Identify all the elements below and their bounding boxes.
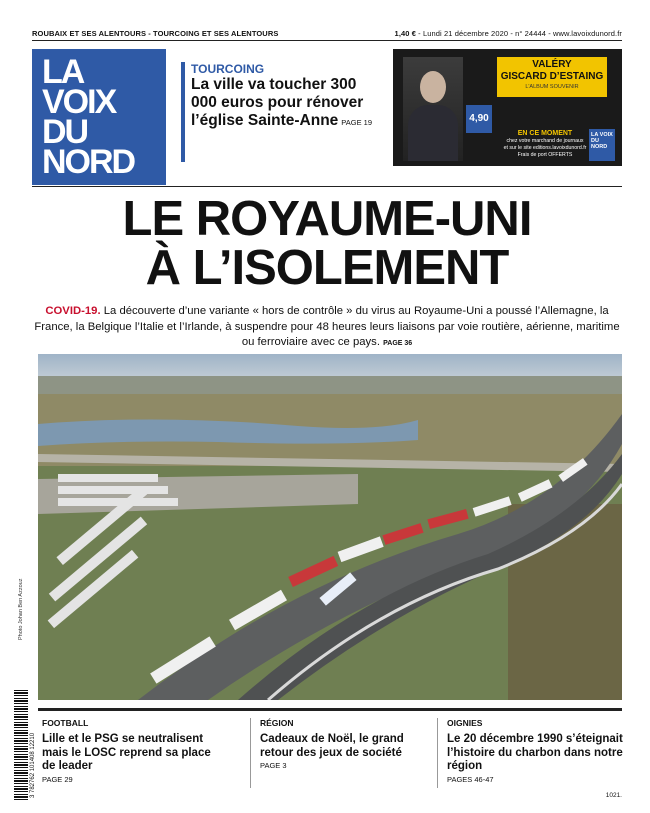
bottom-teaser-title: Le 20 décembre 1990 s’éteignait l’histoire du charbon dans notre région xyxy=(447,733,623,772)
main-photo xyxy=(38,354,622,700)
ad-availability xyxy=(497,129,593,159)
portrait-image xyxy=(403,57,463,161)
headline-line-1: LE ROYAUME-UNI xyxy=(122,192,532,246)
teaser-kicker: TOURCOING xyxy=(191,62,265,76)
issue-info xyxy=(395,29,622,38)
ad-price-tag: 4,90 xyxy=(466,105,492,133)
logo-line-3: DU xyxy=(42,113,88,151)
logo-line-4: NORD xyxy=(42,143,135,181)
bottom-teaser-2 xyxy=(260,718,425,771)
ad-line-3: Frais de port OFFERTS xyxy=(517,152,573,158)
barcode xyxy=(14,688,28,800)
bottom-teaser-section: FOOTBALL xyxy=(42,718,89,728)
bottom-teaser-title: Lille et le PSG se neutralisent mais le LOSC reprend sa place de leader xyxy=(42,733,211,772)
ad-subtitle: L'ALBUM SOUVENIR xyxy=(525,84,579,90)
top-rule xyxy=(32,40,622,41)
album-advertisement xyxy=(393,49,622,166)
lede-text: La découverte d’une variante « hors de contrôle » du virus au Royaume-Uni a poussé l’Allemagne, la France, la Belgique l’Italie et l’Irlande, à suspendre pour 48 heures leurs liaisons par voie routière, aérienne, maritime ou ferroviaire avec ce pays. xyxy=(34,305,620,348)
lede-page: PAGE 36 xyxy=(383,340,413,347)
column-divider xyxy=(437,718,438,788)
ad-name-last: GISCARD D’ESTAING xyxy=(500,71,604,82)
ad-line-1: chez votre marchand de journaux xyxy=(506,138,584,144)
teaser-title-text: La ville va toucher 300 000 euros pour rénover l’église Sainte-Anne xyxy=(191,76,364,129)
lede-kicker: COVID-19. xyxy=(45,305,101,317)
edition-names: ROUBAIX ET SES ALENTOURS - TOURCOING ET SES ALENTOURS xyxy=(32,29,279,38)
issue-price: 1,40 € xyxy=(394,29,416,38)
bottom-teaser-section: OIGNIES xyxy=(447,718,483,728)
issue-date-number-site: - Lundi 21 décembre 2020 - n° 24444 - www.lavoixdunord.fr xyxy=(416,29,622,38)
ad-banner xyxy=(497,57,607,97)
portrait-suit xyxy=(408,105,458,161)
teaser-page: PAGE 19 xyxy=(341,118,373,127)
bottom-teaser-3 xyxy=(447,718,625,785)
horizon-town xyxy=(38,376,622,396)
logo-line-2: VOIX xyxy=(42,83,116,121)
highway-aerial-photo xyxy=(38,354,622,700)
logo-line-1: LA xyxy=(42,53,84,91)
header-rule xyxy=(32,186,622,187)
ad-name-first: VALÉRY xyxy=(532,59,572,70)
bottom-teaser-page: PAGE 29 xyxy=(42,774,73,784)
bottom-teaser-title: Cadeaux de Noël, le grand retour des jeux de société xyxy=(260,733,404,759)
column-divider xyxy=(250,718,251,788)
ad-moment: EN CE MOMENT xyxy=(517,130,573,137)
photo-credit: Photo Johan Ben Azzouz xyxy=(18,578,24,640)
bottom-teaser-page: PAGES 46-47 xyxy=(447,774,494,784)
lede-paragraph xyxy=(32,304,622,352)
bottom-teaser-page: PAGE 3 xyxy=(260,761,287,770)
bottom-rule xyxy=(38,708,622,711)
edition-strip xyxy=(32,26,622,40)
portrait-face xyxy=(420,71,446,103)
barcode-number: 3 782762 101408 12210 xyxy=(30,732,36,798)
teaser-title xyxy=(191,76,381,132)
bottom-teaser-1 xyxy=(42,718,217,785)
ad-line-2: et sur le site editions.lavoixdunord.fr xyxy=(503,145,587,151)
issue-code: 1021. xyxy=(605,792,622,799)
newspaper-logo xyxy=(32,49,166,185)
ad-logo: LA VOIX DU NORD xyxy=(589,129,615,161)
main-headline xyxy=(32,192,622,295)
bottom-teaser-section: RÉGION xyxy=(260,718,294,728)
headline-line-2: À L’ISOLEMENT xyxy=(145,241,509,295)
top-teaser xyxy=(181,62,381,162)
